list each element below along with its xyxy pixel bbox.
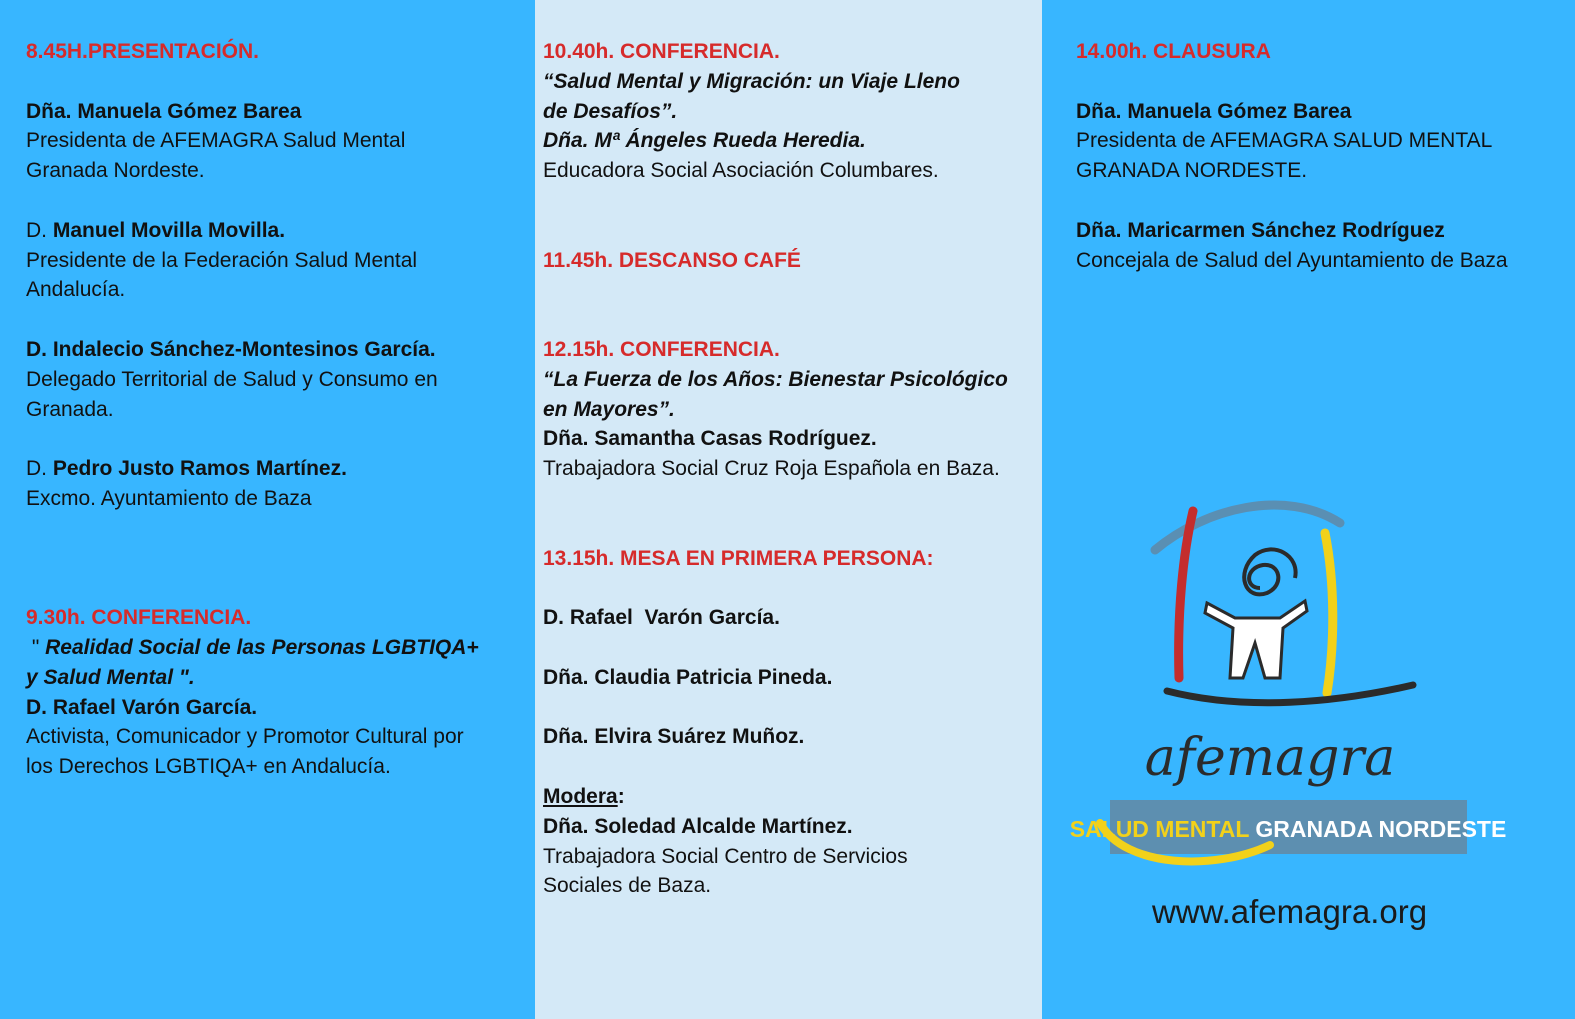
speaker-role: Granada. bbox=[26, 397, 114, 421]
conference-title: y Salud Mental ". bbox=[26, 665, 195, 689]
speaker-prefix: D. bbox=[26, 457, 47, 481]
conference-heading: 10.40h. CONFERENCIA. bbox=[543, 40, 780, 63]
speaker-role: Activista, Comunicador y Promotor Cultural por bbox=[26, 725, 464, 749]
speaker-role: Excmo. Ayuntamiento de Baza bbox=[26, 486, 312, 510]
panel-member: Dña. Claudia Patricia Pineda. bbox=[543, 665, 833, 689]
panel-heading: 13.15h. MESA EN PRIMERA PERSONA: bbox=[543, 546, 934, 570]
afemagra-logo bbox=[1069, 493, 1507, 873]
panel-member: D. Rafael Varón García. bbox=[543, 606, 780, 630]
speaker-role: Presidente de la Federación Salud Mental bbox=[26, 248, 418, 272]
speaker-name: Dña. Mª Ángeles Rueda Heredia. bbox=[543, 129, 866, 153]
website-url[interactable]: www.afemagra.org bbox=[1151, 893, 1428, 930]
conference-heading: 12.15h. CONFERENCIA. bbox=[543, 337, 780, 361]
conference-title: “La Fuerza de los Años: Bienestar Psicológico bbox=[543, 367, 1008, 391]
speaker-name: Dña. Manuela Gómez Barea bbox=[1076, 99, 1352, 123]
speaker-name-line bbox=[26, 216, 521, 246]
presentation-heading: 8.45H.PRESENTACIÓN. bbox=[26, 40, 259, 63]
speaker-name: Dña. Samantha Casas Rodríguez. bbox=[543, 427, 877, 451]
title-quote: " bbox=[26, 635, 40, 659]
speaker-role: Trabajadora Social Centro de Servicios bbox=[543, 844, 908, 868]
moderator-colon: : bbox=[617, 784, 625, 808]
moderator-label: Modera bbox=[543, 784, 618, 808]
logo-banner-part2: GRANADA NORDESTE bbox=[1255, 816, 1507, 842]
left-column bbox=[26, 37, 521, 782]
speaker-role: Concejala de Salud del Ayuntamiento de Baza bbox=[1076, 248, 1508, 272]
closing-heading: 14.00h. CLAUSURA bbox=[1076, 40, 1271, 63]
speaker-prefix: D. bbox=[26, 218, 47, 242]
logo-yellow-stroke bbox=[1325, 533, 1333, 693]
logo-ground-line bbox=[1167, 685, 1413, 703]
conference-title: en Mayores”. bbox=[543, 397, 675, 421]
logo-figure-body bbox=[1205, 601, 1307, 678]
speaker-name: Dña. Soledad Alcalde Martínez. bbox=[543, 814, 853, 838]
speaker-name: Dña. Maricarmen Sánchez Rodríguez bbox=[1076, 218, 1445, 242]
conference-title: Realidad Social de las Personas LGBTIQA+ bbox=[39, 635, 479, 659]
speaker-role: Delegado Territorial de Salud y Consumo en bbox=[26, 367, 438, 391]
conference-title: “Salud Mental y Migración: un Viaje Lleno bbox=[543, 69, 960, 93]
speaker-name: D. Indalecio Sánchez-Montesinos García. bbox=[26, 337, 436, 361]
conference-title-line bbox=[26, 633, 521, 663]
speaker-name: Pedro Justo Ramos Martínez. bbox=[52, 457, 347, 481]
logo-spiral-head bbox=[1244, 549, 1295, 594]
break-heading: 11.45h. DESCANSO CAFÉ bbox=[543, 248, 801, 272]
left-panel bbox=[0, 0, 535, 1019]
panel-member: Dña. Elvira Suárez Muñoz. bbox=[543, 725, 805, 749]
speaker-name: Dña. Manuela Gómez Barea bbox=[26, 99, 302, 123]
speaker-role: Granada Nordeste. bbox=[26, 159, 205, 183]
speaker-role: Presidenta de AFEMAGRA Salud Mental bbox=[26, 129, 406, 153]
middle-panel bbox=[535, 0, 1042, 1019]
right-column bbox=[1076, 37, 1566, 275]
conference-title: de Desafíos”. bbox=[543, 99, 678, 123]
speaker-role: Trabajadora Social Cruz Roja Española en Baza. bbox=[543, 457, 1000, 481]
moderator-label-line bbox=[543, 782, 1035, 812]
speaker-role: Andalucía. bbox=[26, 278, 126, 302]
speaker-role: los Derechos LGBTIQA+ en Andalucía. bbox=[26, 755, 391, 779]
logo-banner-text bbox=[1070, 816, 1507, 842]
speaker-role: Educadora Social Asociación Columbares. bbox=[543, 159, 939, 183]
speaker-role: GRANADA NORDESTE. bbox=[1076, 159, 1308, 183]
speaker-role: Sociales de Baza. bbox=[543, 874, 712, 898]
speaker-name: D. Rafael Varón García. bbox=[26, 695, 258, 719]
logo-wordmark: afemagra bbox=[1144, 728, 1396, 788]
middle-column bbox=[543, 37, 1035, 901]
speaker-name-line bbox=[26, 454, 521, 484]
logo-banner-part1: SALUD MENTAL bbox=[1069, 816, 1250, 842]
conference-heading: 9.30h. CONFERENCIA. bbox=[26, 606, 252, 630]
speaker-name: Manuel Movilla Movilla. bbox=[52, 218, 286, 242]
speaker-role: Presidenta de AFEMAGRA SALUD MENTAL bbox=[1076, 129, 1493, 153]
